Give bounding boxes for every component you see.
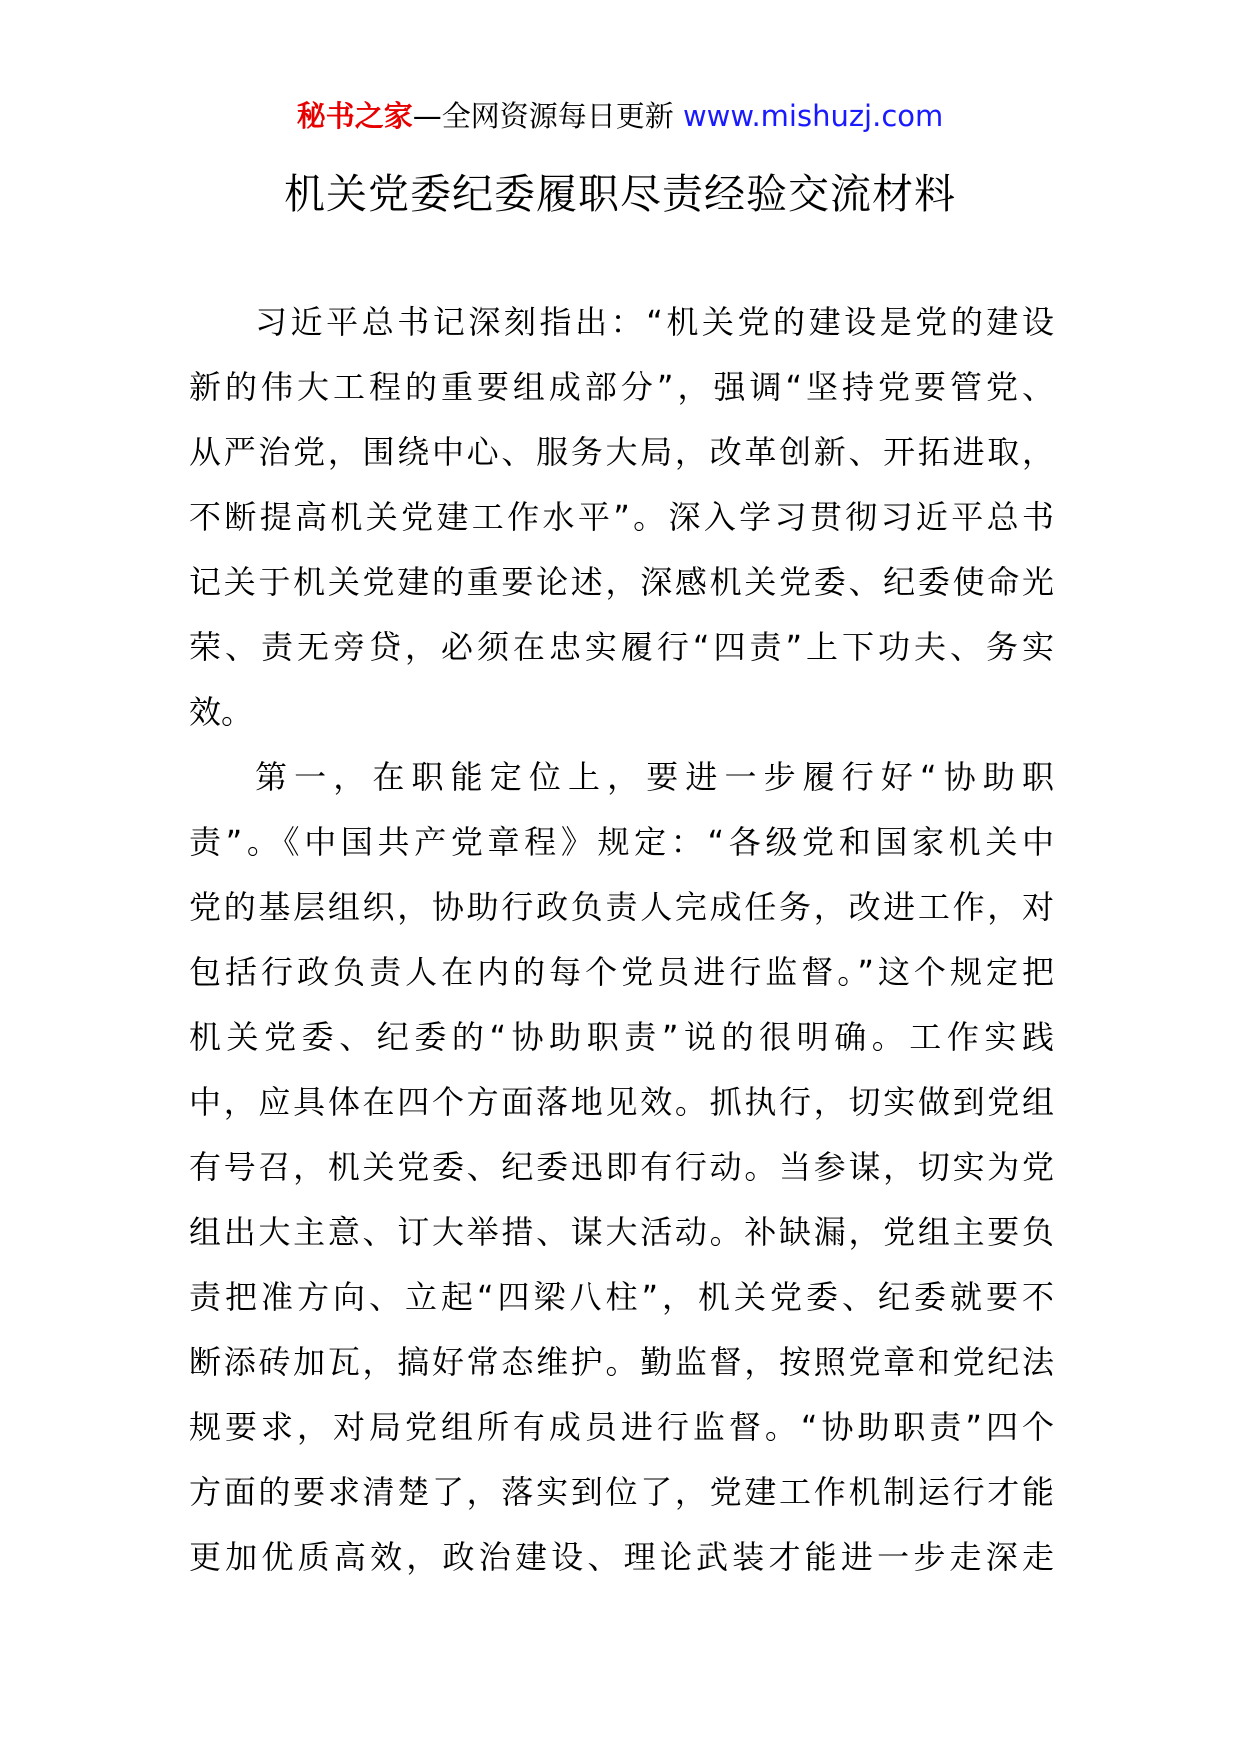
paragraph-2-line-3: 党的基层组织，协助行政负责人完成任务，改进工作，对	[189, 888, 1054, 926]
paragraph-2-line-13: 更加优质高效，政治建设、理论武装才能进一步走深走	[189, 1538, 1054, 1576]
paragraph-2-line-8: 组出大主意、订大举措、谋大活动。补缺漏，党组主要负	[189, 1213, 1054, 1251]
paragraph-1-line-4: 不断提高机关党建工作水平”。深入学习贯彻习近平总书	[189, 498, 1054, 536]
paragraph-1-line-6: 荣、责无旁贷，必须在忠实履行“四责”上下功夫、务实	[189, 628, 1054, 666]
paragraph-1-line-7: 效。	[189, 693, 254, 731]
paragraph-2-line-9: 责把准方向、立起“四梁八柱”，机关党委、纪委就要不	[189, 1278, 1054, 1316]
document-body	[189, 290, 1054, 1590]
tagline: —全网资源每日更新	[412, 99, 683, 133]
paragraph-2-line-10: 断添砖加瓦，搞好常态维护。勤监督，按照党章和党纪法	[189, 1343, 1054, 1381]
paragraph-1-line-3: 从严治党，围绕中心、服务大局，改革创新、开拓进取，	[189, 433, 1054, 471]
site-url-link[interactable]: www.mishuzj.com	[682, 99, 944, 133]
paragraph-2-line-7: 有号召，机关党委、纪委迅即有行动。当参谋，切实为党	[189, 1148, 1054, 1186]
paragraph-2-line-2: 责”。《中国共产党章程》规定：“各级党和国家机关中	[189, 823, 1054, 861]
header-banner	[0, 96, 1240, 136]
document-title: 机关党委纪委履职尽责经验交流材料	[284, 170, 956, 218]
paragraph-2-line-12: 方面的要求清楚了，落实到位了，党建工作机制运行才能	[189, 1473, 1054, 1511]
paragraph-2-line-4: 包括行政负责人在内的每个党员进行监督。”这个规定把	[189, 953, 1054, 991]
brand-name: 秘书之家	[296, 99, 413, 133]
paragraph-1-line-2: 新的伟大工程的重要组成部分”，强调“坚持党要管党、	[189, 368, 1054, 406]
paragraph-2-line-11: 规要求，对局党组所有成员进行监督。“协助职责”四个	[189, 1408, 1054, 1446]
paragraph-2-line-5: 机关党委、纪委的“协助职责”说的很明确。工作实践	[189, 1018, 1054, 1056]
paragraph-2-line-1: 第一，在职能定位上，要进一步履行好“协助职	[255, 758, 1054, 796]
paragraph-1-line-1: 习近平总书记深刻指出：“机关党的建设是党的建设	[255, 303, 1054, 341]
paragraph-1-line-5: 记关于机关党建的重要论述，深感机关党委、纪委使命光	[189, 563, 1054, 601]
paragraph-2-line-6: 中，应具体在四个方面落地见效。抓执行，切实做到党组	[189, 1083, 1054, 1121]
